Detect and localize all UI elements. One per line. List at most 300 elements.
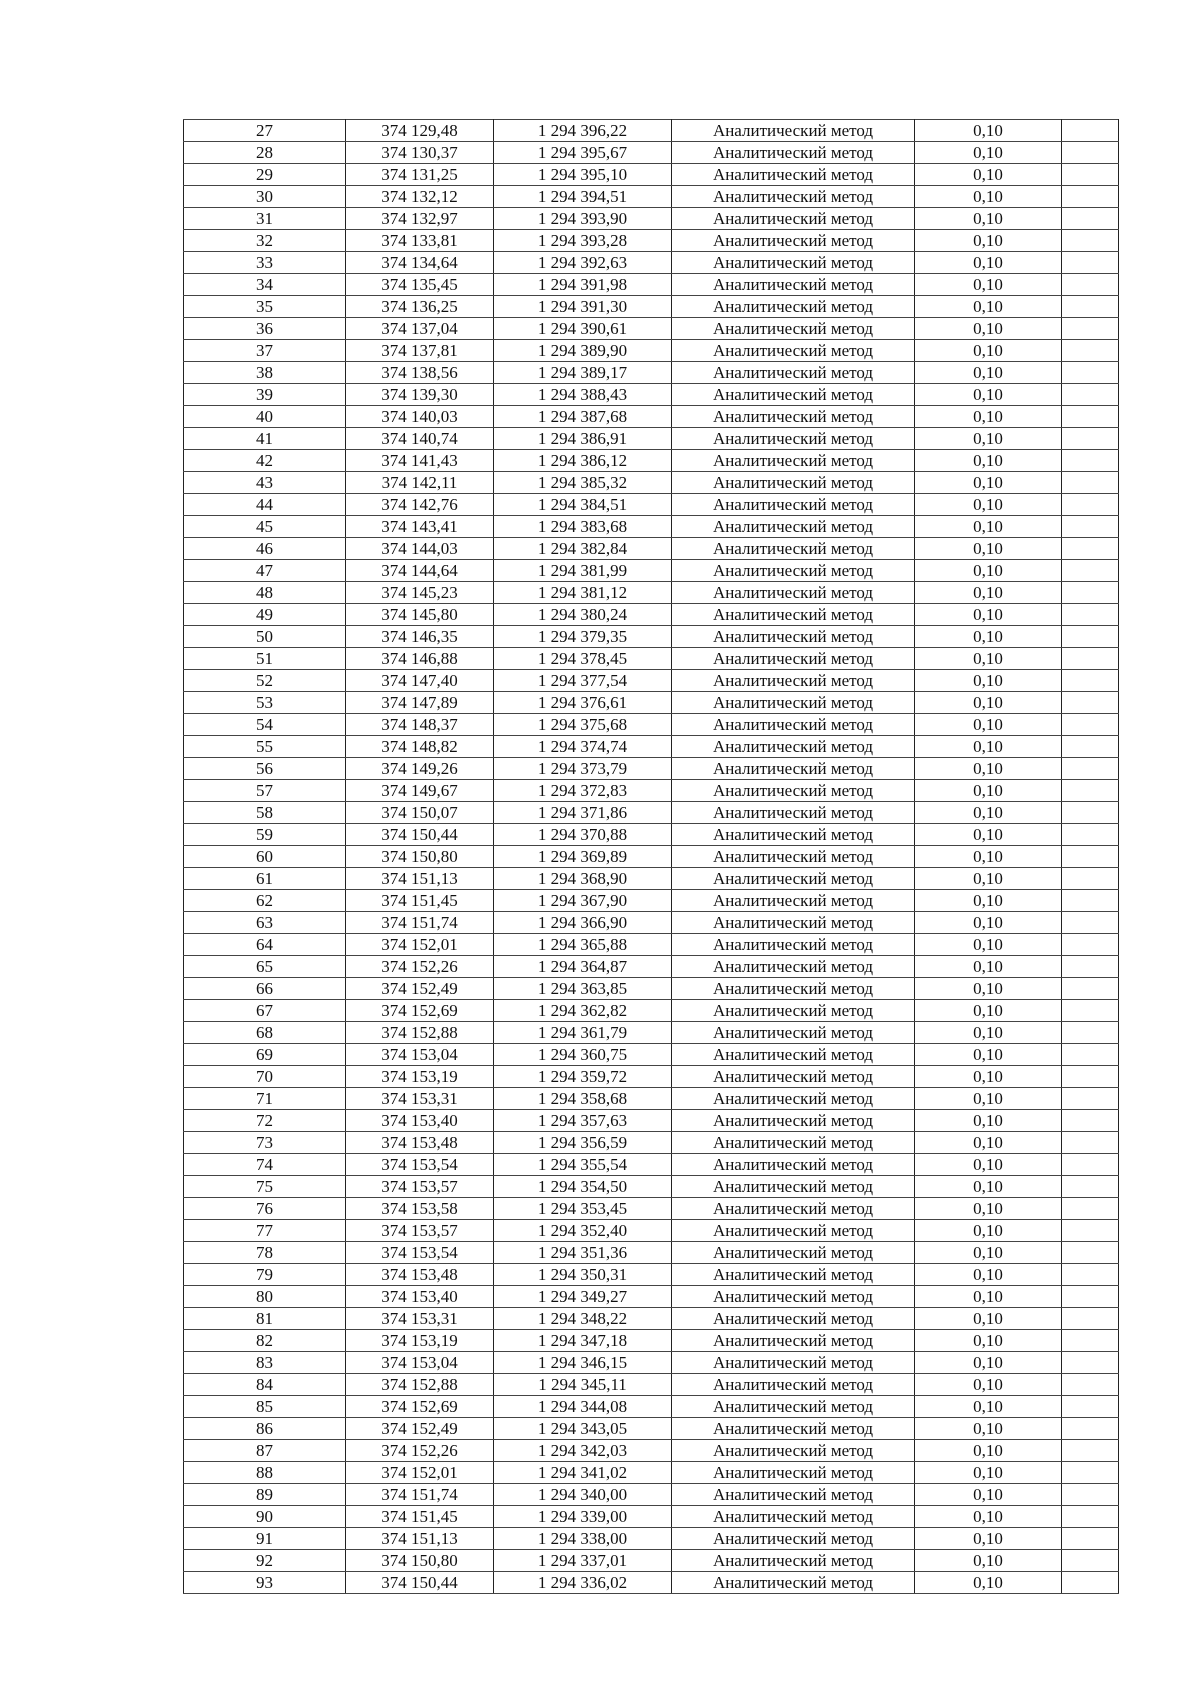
- y-coordinate-cell: 1 294 367,90: [494, 890, 672, 912]
- method-cell: Аналитический метод: [672, 1000, 915, 1022]
- y-coordinate-cell: 1 294 393,90: [494, 208, 672, 230]
- table-row: [184, 934, 1119, 956]
- x-coordinate-cell: 374 143,41: [346, 516, 494, 538]
- point-number-cell: 46: [184, 538, 346, 560]
- precision-cell: 0,10: [915, 1352, 1062, 1374]
- method-cell: Аналитический метод: [672, 1242, 915, 1264]
- method-cell: Аналитический метод: [672, 648, 915, 670]
- point-number-cell: 71: [184, 1088, 346, 1110]
- x-coordinate-cell: 374 151,45: [346, 1506, 494, 1528]
- method-cell: Аналитический метод: [672, 1440, 915, 1462]
- y-coordinate-cell: 1 294 379,35: [494, 626, 672, 648]
- note-cell: [1062, 516, 1119, 538]
- x-coordinate-cell: 374 134,64: [346, 252, 494, 274]
- x-coordinate-cell: 374 153,04: [346, 1352, 494, 1374]
- table-row: [184, 1176, 1119, 1198]
- table-row: [184, 736, 1119, 758]
- precision-cell: 0,10: [915, 120, 1062, 142]
- table-row: [184, 1066, 1119, 1088]
- method-cell: Аналитический метод: [672, 1132, 915, 1154]
- y-coordinate-cell: 1 294 392,63: [494, 252, 672, 274]
- note-cell: [1062, 1308, 1119, 1330]
- x-coordinate-cell: 374 151,13: [346, 1528, 494, 1550]
- precision-cell: 0,10: [915, 450, 1062, 472]
- table-row: [184, 1044, 1119, 1066]
- table-row: [184, 1308, 1119, 1330]
- note-cell: [1062, 1132, 1119, 1154]
- note-cell: [1062, 1088, 1119, 1110]
- table-row: [184, 1088, 1119, 1110]
- method-cell: Аналитический метод: [672, 1330, 915, 1352]
- table-row: [184, 1264, 1119, 1286]
- precision-cell: 0,10: [915, 538, 1062, 560]
- x-coordinate-cell: 374 140,03: [346, 406, 494, 428]
- x-coordinate-cell: 374 151,74: [346, 1484, 494, 1506]
- y-coordinate-cell: 1 294 338,00: [494, 1528, 672, 1550]
- x-coordinate-cell: 374 149,67: [346, 780, 494, 802]
- table-row: [184, 1462, 1119, 1484]
- note-cell: [1062, 1154, 1119, 1176]
- point-number-cell: 38: [184, 362, 346, 384]
- point-number-cell: 74: [184, 1154, 346, 1176]
- method-cell: Аналитический метод: [672, 1066, 915, 1088]
- x-coordinate-cell: 374 147,89: [346, 692, 494, 714]
- method-cell: Аналитический метод: [672, 670, 915, 692]
- method-cell: Аналитический метод: [672, 516, 915, 538]
- y-coordinate-cell: 1 294 395,10: [494, 164, 672, 186]
- point-number-cell: 69: [184, 1044, 346, 1066]
- table-row: [184, 1242, 1119, 1264]
- point-number-cell: 49: [184, 604, 346, 626]
- precision-cell: 0,10: [915, 868, 1062, 890]
- y-coordinate-cell: 1 294 388,43: [494, 384, 672, 406]
- method-cell: Аналитический метод: [672, 1462, 915, 1484]
- precision-cell: 0,10: [915, 1572, 1062, 1594]
- table-row: [184, 1374, 1119, 1396]
- note-cell: [1062, 560, 1119, 582]
- precision-cell: 0,10: [915, 978, 1062, 1000]
- point-number-cell: 77: [184, 1220, 346, 1242]
- table-row: [184, 1330, 1119, 1352]
- y-coordinate-cell: 1 294 376,61: [494, 692, 672, 714]
- y-coordinate-cell: 1 294 386,12: [494, 450, 672, 472]
- table-row: [184, 714, 1119, 736]
- method-cell: Аналитический метод: [672, 582, 915, 604]
- point-number-cell: 32: [184, 230, 346, 252]
- x-coordinate-cell: 374 150,07: [346, 802, 494, 824]
- precision-cell: 0,10: [915, 1132, 1062, 1154]
- y-coordinate-cell: 1 294 342,03: [494, 1440, 672, 1462]
- note-cell: [1062, 736, 1119, 758]
- table-row: [184, 912, 1119, 934]
- table-row: [184, 1572, 1119, 1594]
- table-row: [184, 956, 1119, 978]
- note-cell: [1062, 450, 1119, 472]
- x-coordinate-cell: 374 152,26: [346, 1440, 494, 1462]
- note-cell: [1062, 1550, 1119, 1572]
- precision-cell: 0,10: [915, 142, 1062, 164]
- table-row: [184, 1154, 1119, 1176]
- y-coordinate-cell: 1 294 395,67: [494, 142, 672, 164]
- table-row: [184, 494, 1119, 516]
- method-cell: Аналитический метод: [672, 274, 915, 296]
- precision-cell: 0,10: [915, 208, 1062, 230]
- method-cell: Аналитический метод: [672, 252, 915, 274]
- precision-cell: 0,10: [915, 1462, 1062, 1484]
- precision-cell: 0,10: [915, 318, 1062, 340]
- note-cell: [1062, 340, 1119, 362]
- note-cell: [1062, 472, 1119, 494]
- x-coordinate-cell: 374 152,88: [346, 1022, 494, 1044]
- precision-cell: 0,10: [915, 714, 1062, 736]
- x-coordinate-cell: 374 145,23: [346, 582, 494, 604]
- note-cell: [1062, 252, 1119, 274]
- x-coordinate-cell: 374 132,12: [346, 186, 494, 208]
- method-cell: Аналитический метод: [672, 604, 915, 626]
- x-coordinate-cell: 374 153,40: [346, 1286, 494, 1308]
- x-coordinate-cell: 374 142,76: [346, 494, 494, 516]
- note-cell: [1062, 714, 1119, 736]
- method-cell: Аналитический метод: [672, 912, 915, 934]
- x-coordinate-cell: 374 151,13: [346, 868, 494, 890]
- table-row: [184, 164, 1119, 186]
- table-row: [184, 406, 1119, 428]
- method-cell: Аналитический метод: [672, 1418, 915, 1440]
- table-row: [184, 978, 1119, 1000]
- table-row: [184, 340, 1119, 362]
- point-number-cell: 73: [184, 1132, 346, 1154]
- y-coordinate-cell: 1 294 386,91: [494, 428, 672, 450]
- x-coordinate-cell: 374 142,11: [346, 472, 494, 494]
- note-cell: [1062, 120, 1119, 142]
- table-row: [184, 230, 1119, 252]
- method-cell: Аналитический метод: [672, 1044, 915, 1066]
- method-cell: Аналитический метод: [672, 736, 915, 758]
- table-row: [184, 802, 1119, 824]
- y-coordinate-cell: 1 294 382,84: [494, 538, 672, 560]
- method-cell: Аналитический метод: [672, 1528, 915, 1550]
- precision-cell: 0,10: [915, 1330, 1062, 1352]
- x-coordinate-cell: 374 152,88: [346, 1374, 494, 1396]
- point-number-cell: 56: [184, 758, 346, 780]
- table-row: [184, 472, 1119, 494]
- method-cell: Аналитический метод: [672, 1396, 915, 1418]
- method-cell: Аналитический метод: [672, 1154, 915, 1176]
- y-coordinate-cell: 1 294 370,88: [494, 824, 672, 846]
- point-number-cell: 43: [184, 472, 346, 494]
- y-coordinate-cell: 1 294 384,51: [494, 494, 672, 516]
- note-cell: [1062, 670, 1119, 692]
- method-cell: Аналитический метод: [672, 142, 915, 164]
- precision-cell: 0,10: [915, 362, 1062, 384]
- table-row: [184, 120, 1119, 142]
- note-cell: [1062, 934, 1119, 956]
- point-number-cell: 84: [184, 1374, 346, 1396]
- precision-cell: 0,10: [915, 956, 1062, 978]
- precision-cell: 0,10: [915, 1220, 1062, 1242]
- point-number-cell: 47: [184, 560, 346, 582]
- y-coordinate-cell: 1 294 366,90: [494, 912, 672, 934]
- point-number-cell: 79: [184, 1264, 346, 1286]
- y-coordinate-cell: 1 294 357,63: [494, 1110, 672, 1132]
- point-number-cell: 63: [184, 912, 346, 934]
- note-cell: [1062, 846, 1119, 868]
- precision-cell: 0,10: [915, 186, 1062, 208]
- table-row: [184, 1220, 1119, 1242]
- note-cell: [1062, 1484, 1119, 1506]
- y-coordinate-cell: 1 294 351,36: [494, 1242, 672, 1264]
- y-coordinate-cell: 1 294 350,31: [494, 1264, 672, 1286]
- point-number-cell: 34: [184, 274, 346, 296]
- y-coordinate-cell: 1 294 375,68: [494, 714, 672, 736]
- note-cell: [1062, 1242, 1119, 1264]
- note-cell: [1062, 1066, 1119, 1088]
- precision-cell: 0,10: [915, 1154, 1062, 1176]
- x-coordinate-cell: 374 152,69: [346, 1000, 494, 1022]
- note-cell: [1062, 1286, 1119, 1308]
- point-number-cell: 42: [184, 450, 346, 472]
- y-coordinate-cell: 1 294 372,83: [494, 780, 672, 802]
- precision-cell: 0,10: [915, 274, 1062, 296]
- x-coordinate-cell: 374 153,04: [346, 1044, 494, 1066]
- precision-cell: 0,10: [915, 428, 1062, 450]
- method-cell: Аналитический метод: [672, 1506, 915, 1528]
- point-number-cell: 40: [184, 406, 346, 428]
- x-coordinate-cell: 374 144,64: [346, 560, 494, 582]
- x-coordinate-cell: 374 129,48: [346, 120, 494, 142]
- precision-cell: 0,10: [915, 1528, 1062, 1550]
- method-cell: Аналитический метод: [672, 120, 915, 142]
- x-coordinate-cell: 374 151,74: [346, 912, 494, 934]
- y-coordinate-cell: 1 294 391,98: [494, 274, 672, 296]
- table-row: [184, 1286, 1119, 1308]
- method-cell: Аналитический метод: [672, 1352, 915, 1374]
- point-number-cell: 65: [184, 956, 346, 978]
- y-coordinate-cell: 1 294 348,22: [494, 1308, 672, 1330]
- point-number-cell: 60: [184, 846, 346, 868]
- note-cell: [1062, 164, 1119, 186]
- note-cell: [1062, 1022, 1119, 1044]
- precision-cell: 0,10: [915, 516, 1062, 538]
- method-cell: Аналитический метод: [672, 472, 915, 494]
- precision-cell: 0,10: [915, 1000, 1062, 1022]
- point-number-cell: 44: [184, 494, 346, 516]
- point-number-cell: 82: [184, 1330, 346, 1352]
- x-coordinate-cell: 374 147,40: [346, 670, 494, 692]
- x-coordinate-cell: 374 152,49: [346, 978, 494, 1000]
- table-row: [184, 758, 1119, 780]
- y-coordinate-cell: 1 294 396,22: [494, 120, 672, 142]
- point-number-cell: 67: [184, 1000, 346, 1022]
- method-cell: Аналитический метод: [672, 846, 915, 868]
- point-number-cell: 66: [184, 978, 346, 1000]
- point-number-cell: 81: [184, 1308, 346, 1330]
- table-row: [184, 846, 1119, 868]
- note-cell: [1062, 956, 1119, 978]
- x-coordinate-cell: 374 141,43: [346, 450, 494, 472]
- precision-cell: 0,10: [915, 890, 1062, 912]
- point-number-cell: 61: [184, 868, 346, 890]
- precision-cell: 0,10: [915, 736, 1062, 758]
- method-cell: Аналитический метод: [672, 978, 915, 1000]
- x-coordinate-cell: 374 130,37: [346, 142, 494, 164]
- method-cell: Аналитический метод: [672, 560, 915, 582]
- table-row: [184, 142, 1119, 164]
- point-number-cell: 83: [184, 1352, 346, 1374]
- method-cell: Аналитический метод: [672, 758, 915, 780]
- point-number-cell: 28: [184, 142, 346, 164]
- note-cell: [1062, 582, 1119, 604]
- method-cell: Аналитический метод: [672, 1022, 915, 1044]
- note-cell: [1062, 142, 1119, 164]
- x-coordinate-cell: 374 144,03: [346, 538, 494, 560]
- x-coordinate-cell: 374 150,44: [346, 1572, 494, 1594]
- table-row: [184, 692, 1119, 714]
- y-coordinate-cell: 1 294 381,12: [494, 582, 672, 604]
- precision-cell: 0,10: [915, 1198, 1062, 1220]
- note-cell: [1062, 1330, 1119, 1352]
- y-coordinate-cell: 1 294 352,40: [494, 1220, 672, 1242]
- point-number-cell: 78: [184, 1242, 346, 1264]
- note-cell: [1062, 1176, 1119, 1198]
- note-cell: [1062, 1264, 1119, 1286]
- method-cell: Аналитический метод: [672, 1220, 915, 1242]
- precision-cell: 0,10: [915, 384, 1062, 406]
- y-coordinate-cell: 1 294 359,72: [494, 1066, 672, 1088]
- method-cell: Аналитический метод: [672, 1374, 915, 1396]
- x-coordinate-cell: 374 139,30: [346, 384, 494, 406]
- table-row: [184, 538, 1119, 560]
- y-coordinate-cell: 1 294 362,82: [494, 1000, 672, 1022]
- x-coordinate-cell: 374 153,40: [346, 1110, 494, 1132]
- method-cell: Аналитический метод: [672, 692, 915, 714]
- note-cell: [1062, 186, 1119, 208]
- method-cell: Аналитический метод: [672, 868, 915, 890]
- x-coordinate-cell: 374 152,26: [346, 956, 494, 978]
- y-coordinate-cell: 1 294 394,51: [494, 186, 672, 208]
- note-cell: [1062, 274, 1119, 296]
- point-number-cell: 30: [184, 186, 346, 208]
- y-coordinate-cell: 1 294 368,90: [494, 868, 672, 890]
- point-number-cell: 75: [184, 1176, 346, 1198]
- note-cell: [1062, 384, 1119, 406]
- table-row: [184, 186, 1119, 208]
- note-cell: [1062, 428, 1119, 450]
- note-cell: [1062, 1198, 1119, 1220]
- note-cell: [1062, 1374, 1119, 1396]
- table-row: [184, 868, 1119, 890]
- table-row: [184, 1528, 1119, 1550]
- x-coordinate-cell: 374 150,44: [346, 824, 494, 846]
- point-number-cell: 76: [184, 1198, 346, 1220]
- precision-cell: 0,10: [915, 648, 1062, 670]
- note-cell: [1062, 692, 1119, 714]
- precision-cell: 0,10: [915, 252, 1062, 274]
- x-coordinate-cell: 374 153,58: [346, 1198, 494, 1220]
- point-number-cell: 48: [184, 582, 346, 604]
- table-row: [184, 450, 1119, 472]
- method-cell: Аналитический метод: [672, 1286, 915, 1308]
- point-number-cell: 90: [184, 1506, 346, 1528]
- point-number-cell: 87: [184, 1440, 346, 1462]
- y-coordinate-cell: 1 294 343,05: [494, 1418, 672, 1440]
- table-row: [184, 296, 1119, 318]
- x-coordinate-cell: 374 153,57: [346, 1220, 494, 1242]
- x-coordinate-cell: 374 153,48: [346, 1264, 494, 1286]
- y-coordinate-cell: 1 294 390,61: [494, 318, 672, 340]
- y-coordinate-cell: 1 294 347,18: [494, 1330, 672, 1352]
- x-coordinate-cell: 374 152,01: [346, 934, 494, 956]
- precision-cell: 0,10: [915, 1044, 1062, 1066]
- precision-cell: 0,10: [915, 1264, 1062, 1286]
- note-cell: [1062, 868, 1119, 890]
- method-cell: Аналитический метод: [672, 318, 915, 340]
- precision-cell: 0,10: [915, 472, 1062, 494]
- y-coordinate-cell: 1 294 355,54: [494, 1154, 672, 1176]
- table-row: [184, 428, 1119, 450]
- precision-cell: 0,10: [915, 1418, 1062, 1440]
- y-coordinate-cell: 1 294 337,01: [494, 1550, 672, 1572]
- note-cell: [1062, 626, 1119, 648]
- x-coordinate-cell: 374 152,69: [346, 1396, 494, 1418]
- x-coordinate-cell: 374 153,54: [346, 1154, 494, 1176]
- x-coordinate-cell: 374 153,54: [346, 1242, 494, 1264]
- note-cell: [1062, 1396, 1119, 1418]
- point-number-cell: 86: [184, 1418, 346, 1440]
- x-coordinate-cell: 374 137,04: [346, 318, 494, 340]
- x-coordinate-cell: 374 137,81: [346, 340, 494, 362]
- table-row: [184, 1000, 1119, 1022]
- y-coordinate-cell: 1 294 341,02: [494, 1462, 672, 1484]
- y-coordinate-cell: 1 294 356,59: [494, 1132, 672, 1154]
- table-row: [184, 1550, 1119, 1572]
- precision-cell: 0,10: [915, 692, 1062, 714]
- y-coordinate-cell: 1 294 380,24: [494, 604, 672, 626]
- table-row: [184, 604, 1119, 626]
- x-coordinate-cell: 374 153,19: [346, 1330, 494, 1352]
- method-cell: Аналитический метод: [672, 340, 915, 362]
- note-cell: [1062, 802, 1119, 824]
- point-number-cell: 31: [184, 208, 346, 230]
- note-cell: [1062, 1528, 1119, 1550]
- precision-cell: 0,10: [915, 1506, 1062, 1528]
- y-coordinate-cell: 1 294 346,15: [494, 1352, 672, 1374]
- x-coordinate-cell: 374 148,37: [346, 714, 494, 736]
- y-coordinate-cell: 1 294 383,68: [494, 516, 672, 538]
- x-coordinate-cell: 374 132,97: [346, 208, 494, 230]
- y-coordinate-cell: 1 294 369,89: [494, 846, 672, 868]
- table-row: [184, 560, 1119, 582]
- method-cell: Аналитический метод: [672, 538, 915, 560]
- precision-cell: 0,10: [915, 1176, 1062, 1198]
- note-cell: [1062, 1000, 1119, 1022]
- x-coordinate-cell: 374 131,25: [346, 164, 494, 186]
- y-coordinate-cell: 1 294 389,90: [494, 340, 672, 362]
- y-coordinate-cell: 1 294 344,08: [494, 1396, 672, 1418]
- x-coordinate-cell: 374 153,19: [346, 1066, 494, 1088]
- table-row: [184, 274, 1119, 296]
- y-coordinate-cell: 1 294 364,87: [494, 956, 672, 978]
- precision-cell: 0,10: [915, 1396, 1062, 1418]
- point-number-cell: 35: [184, 296, 346, 318]
- note-cell: [1062, 406, 1119, 428]
- note-cell: [1062, 758, 1119, 780]
- method-cell: Аналитический метод: [672, 164, 915, 186]
- precision-cell: 0,10: [915, 1286, 1062, 1308]
- x-coordinate-cell: 374 136,25: [346, 296, 494, 318]
- precision-cell: 0,10: [915, 1110, 1062, 1132]
- table-row: [184, 516, 1119, 538]
